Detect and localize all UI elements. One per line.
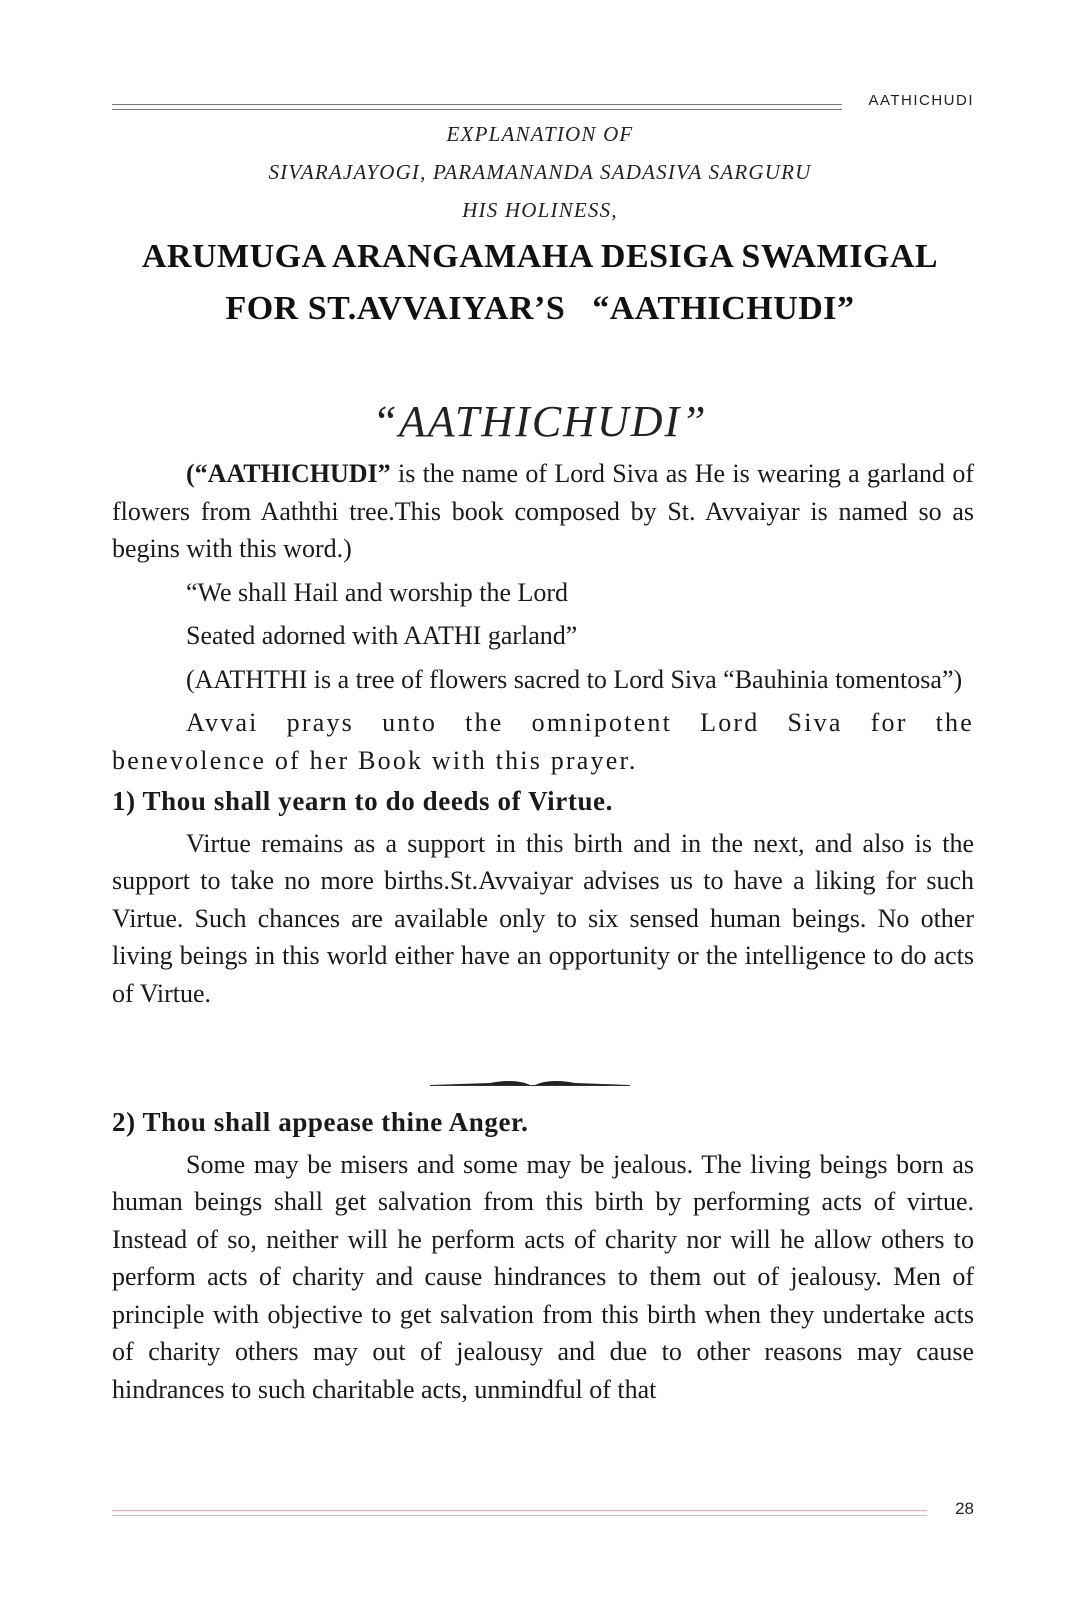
page-number: 28 (955, 1499, 974, 1518)
item-2-heading: 2) Thou shall appease thine Anger. (112, 1107, 529, 1137)
intro-line-3: HIS HOLINESS, (462, 198, 618, 222)
footer-double-rule (112, 1510, 927, 1516)
aaththi-note: (AATHTHI is a tree of flowers sacred to Lord Siva “Bauhinia tomentosa”) (186, 664, 963, 694)
intro-line-1: EXPLANATION OF (446, 122, 634, 146)
verse-line-2: Seated adorned with AATHI garland” (186, 621, 578, 650)
header-double-rule (112, 104, 842, 110)
running-header (112, 92, 974, 114)
main-title-line-2: FOR ST.AVVAIYAR’S “AATHICHUDI” (225, 290, 855, 327)
section-title: “AATHICHUDI” (372, 397, 708, 446)
verse-line-1: “We shall Hail and worship the Lord (186, 577, 569, 607)
ornament-divider (430, 1077, 630, 1091)
prayer-paragraph: Avvai prays unto the omnipotent Lord Siva for the benevolence of her Book with this prayer. (112, 708, 974, 775)
running-head-label: AATHICHUDI (868, 92, 974, 109)
item-1-text: Virtue remains as a support in this birth and in the next, and also is the support to take no more births.St.Avvaiyar advises us to have a liking for such Virtue. Such chances are available only to six sensed human beings. No other living beings in this world either have an opportunity or the intelligence to do acts of Virtue. (112, 828, 974, 1008)
intro-paragraph (112, 455, 974, 568)
intro-paragraph-rest: is the name of Lord Siva as He is wearing a garland of flowers from Aaththi tree.This book composed by St. Avvaiyar is named so as begins with this word.) (112, 459, 974, 563)
item-2-text: Some may be misers and some may be jealous. The living beings born as human beings shall get salvation from this birth by performing acts of virtue. Instead of so, neither will he perform acts of charity nor will he allow others to perform acts of charity and cause hindrances to them out of jealousy. Men of principle with objective to get salvation from this birth when they undertake acts of charity others may out of jealousy and due to other reasons may cause hindrances to such charitable acts, unmindful of that (112, 1149, 974, 1404)
item-2-block (112, 1104, 974, 1408)
intro-paragraph-bold: (“AATHICHUDI” (186, 459, 391, 488)
main-title-line-1: ARUMUGA ARANGAMAHA DESIGA SWAMIGAL (141, 238, 939, 275)
item-1-heading: 1) Thou shall yearn to do deeds of Virtue. (112, 786, 613, 816)
body-text-block (112, 455, 974, 1012)
intro-line-2: SIVARAJAYOGI, PARAMANANDA SADASIVA SARGURU (268, 160, 812, 184)
